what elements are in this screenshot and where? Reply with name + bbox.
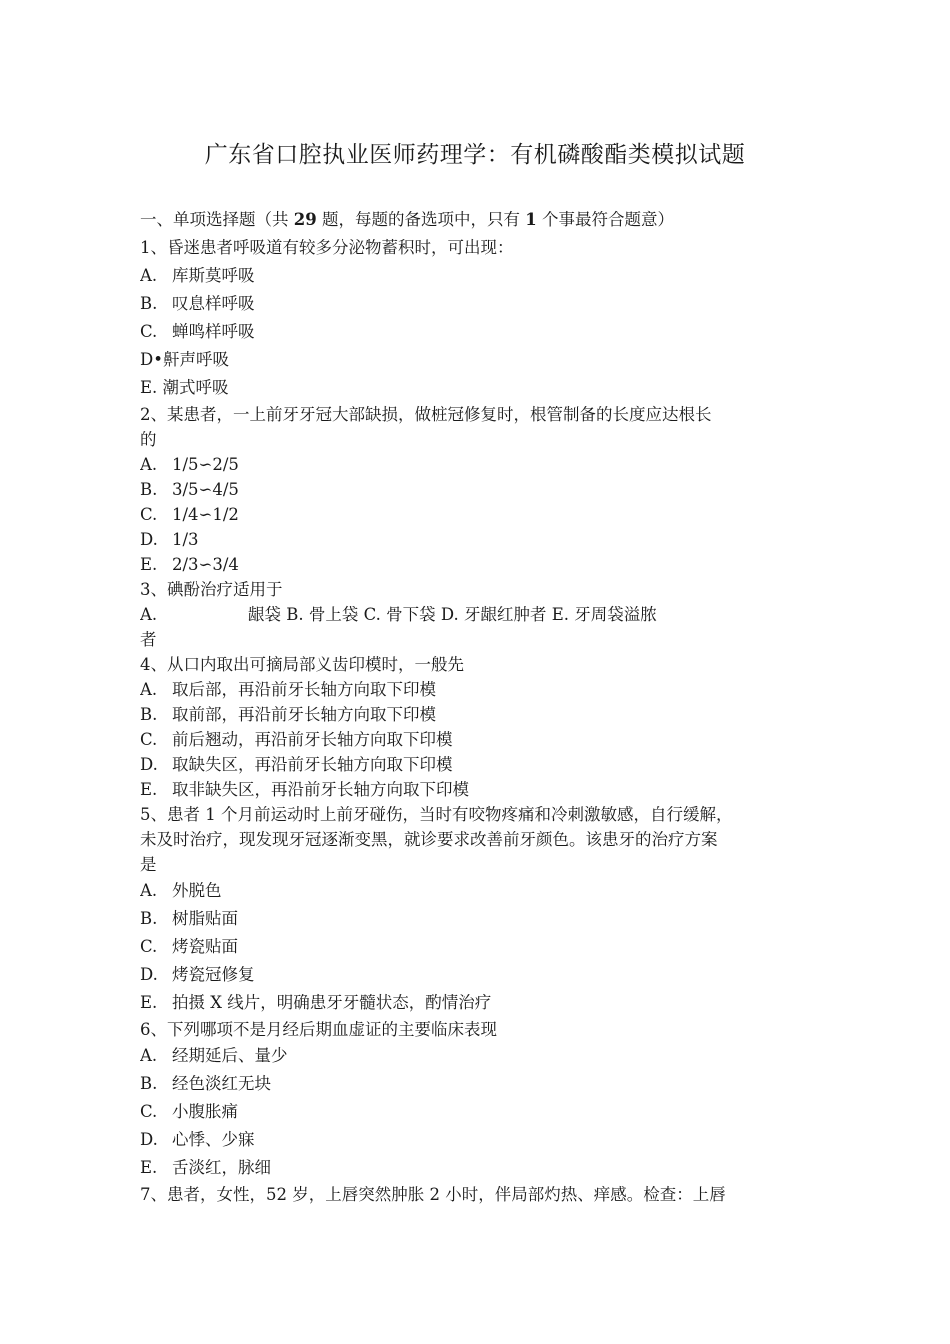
question-option: E. 舌淡红，脉细: [140, 1158, 271, 1177]
question-option: E. 拍摄 X 线片，明确患牙牙髓状态，酌情治疗: [140, 993, 492, 1012]
question-stem: 6、下列哪项不是月经后期血虚证的主要临床表现: [140, 1020, 497, 1039]
question-stem: 2、某患者，一上前牙牙冠大部缺损，做桩冠修复时，根管制备的长度应达根长: [140, 405, 712, 424]
question-option: A. 外脱色: [140, 881, 222, 900]
question-option: D. 取缺失区，再沿前牙长轴方向取下印模: [140, 755, 453, 774]
question-stem: 5、患者 1 个月前运动时上前牙碰伤，当时有咬物疼痛和冷刺激敏感，自行缓解，: [140, 805, 733, 824]
question-inline-options: A. 龈袋 B. 骨上袋 C. 骨下袋 D. 牙龈红肿者 E. 牙周袋溢脓: [140, 605, 657, 624]
question-option: E. 潮式呼吸: [140, 378, 229, 397]
document-title: 广东省口腔执业医师药理学：有机磷酸酯类模拟试题: [204, 142, 746, 168]
question-option: A. 取后部，再沿前牙长轴方向取下印模: [140, 680, 436, 699]
question-stem: 4、从口内取出可摘局部义齿印模时，一般先: [140, 655, 464, 674]
question-option: A. 库斯莫呼吸: [140, 266, 255, 285]
question-option: C. 烤瓷贴面: [140, 937, 238, 956]
question-stem: 3、碘酚治疗适用于: [140, 580, 283, 599]
question-stem-continuation: 是: [140, 855, 157, 874]
section-heading: 一、单项选择题（共 29 题，每题的备选项中，只有 1 个事最符合题意）: [140, 210, 674, 229]
question-option: B. 经色淡红无块: [140, 1074, 271, 1093]
question-option: E. 2/3∽3/4: [140, 555, 239, 574]
question-option: D. 1/3: [140, 530, 199, 549]
question-stem-continuation: 未及时治疗，现发现牙冠逐渐变黑，就诊要求改善前牙颜色。该患牙的治疗方案: [140, 830, 718, 849]
question-option: C. 1/4∽1/2: [140, 505, 239, 524]
question-option: C. 蝉鸣样呼吸: [140, 322, 255, 341]
question-option: C. 前后翘动，再沿前牙长轴方向取下印模: [140, 730, 453, 749]
question-option: A. 经期延后、量少: [140, 1046, 288, 1065]
document-body: [140, 206, 815, 1207]
question-option: D•鼾声呼吸: [140, 350, 229, 369]
question-option: B. 叹息样呼吸: [140, 294, 255, 313]
question-option: D. 烤瓷冠修复: [140, 965, 255, 984]
question-option: B. 取前部，再沿前牙长轴方向取下印模: [140, 705, 436, 724]
question-stem: 1、昏迷患者呼吸道有较多分泌物蓄积时，可出现：: [140, 238, 514, 257]
question-option: D. 心悸、少寐: [140, 1130, 255, 1149]
question-option: B. 树脂贴面: [140, 909, 238, 928]
question-stem: 7、患者，女性，52 岁，上唇突然肿胀 2 小时，伴局部灼热、痒感。检查：上唇: [140, 1185, 726, 1204]
question-option: B. 3/5∽4/5: [140, 480, 239, 499]
question-inline-options-tail: 者: [140, 630, 157, 649]
question-option: A. 1/5∽2/5: [140, 455, 239, 474]
question-option: E. 取非缺失区，再沿前牙长轴方向取下印模: [140, 780, 469, 799]
question-stem-continuation: 的: [140, 430, 157, 449]
question-option: C. 小腹胀痛: [140, 1102, 238, 1121]
